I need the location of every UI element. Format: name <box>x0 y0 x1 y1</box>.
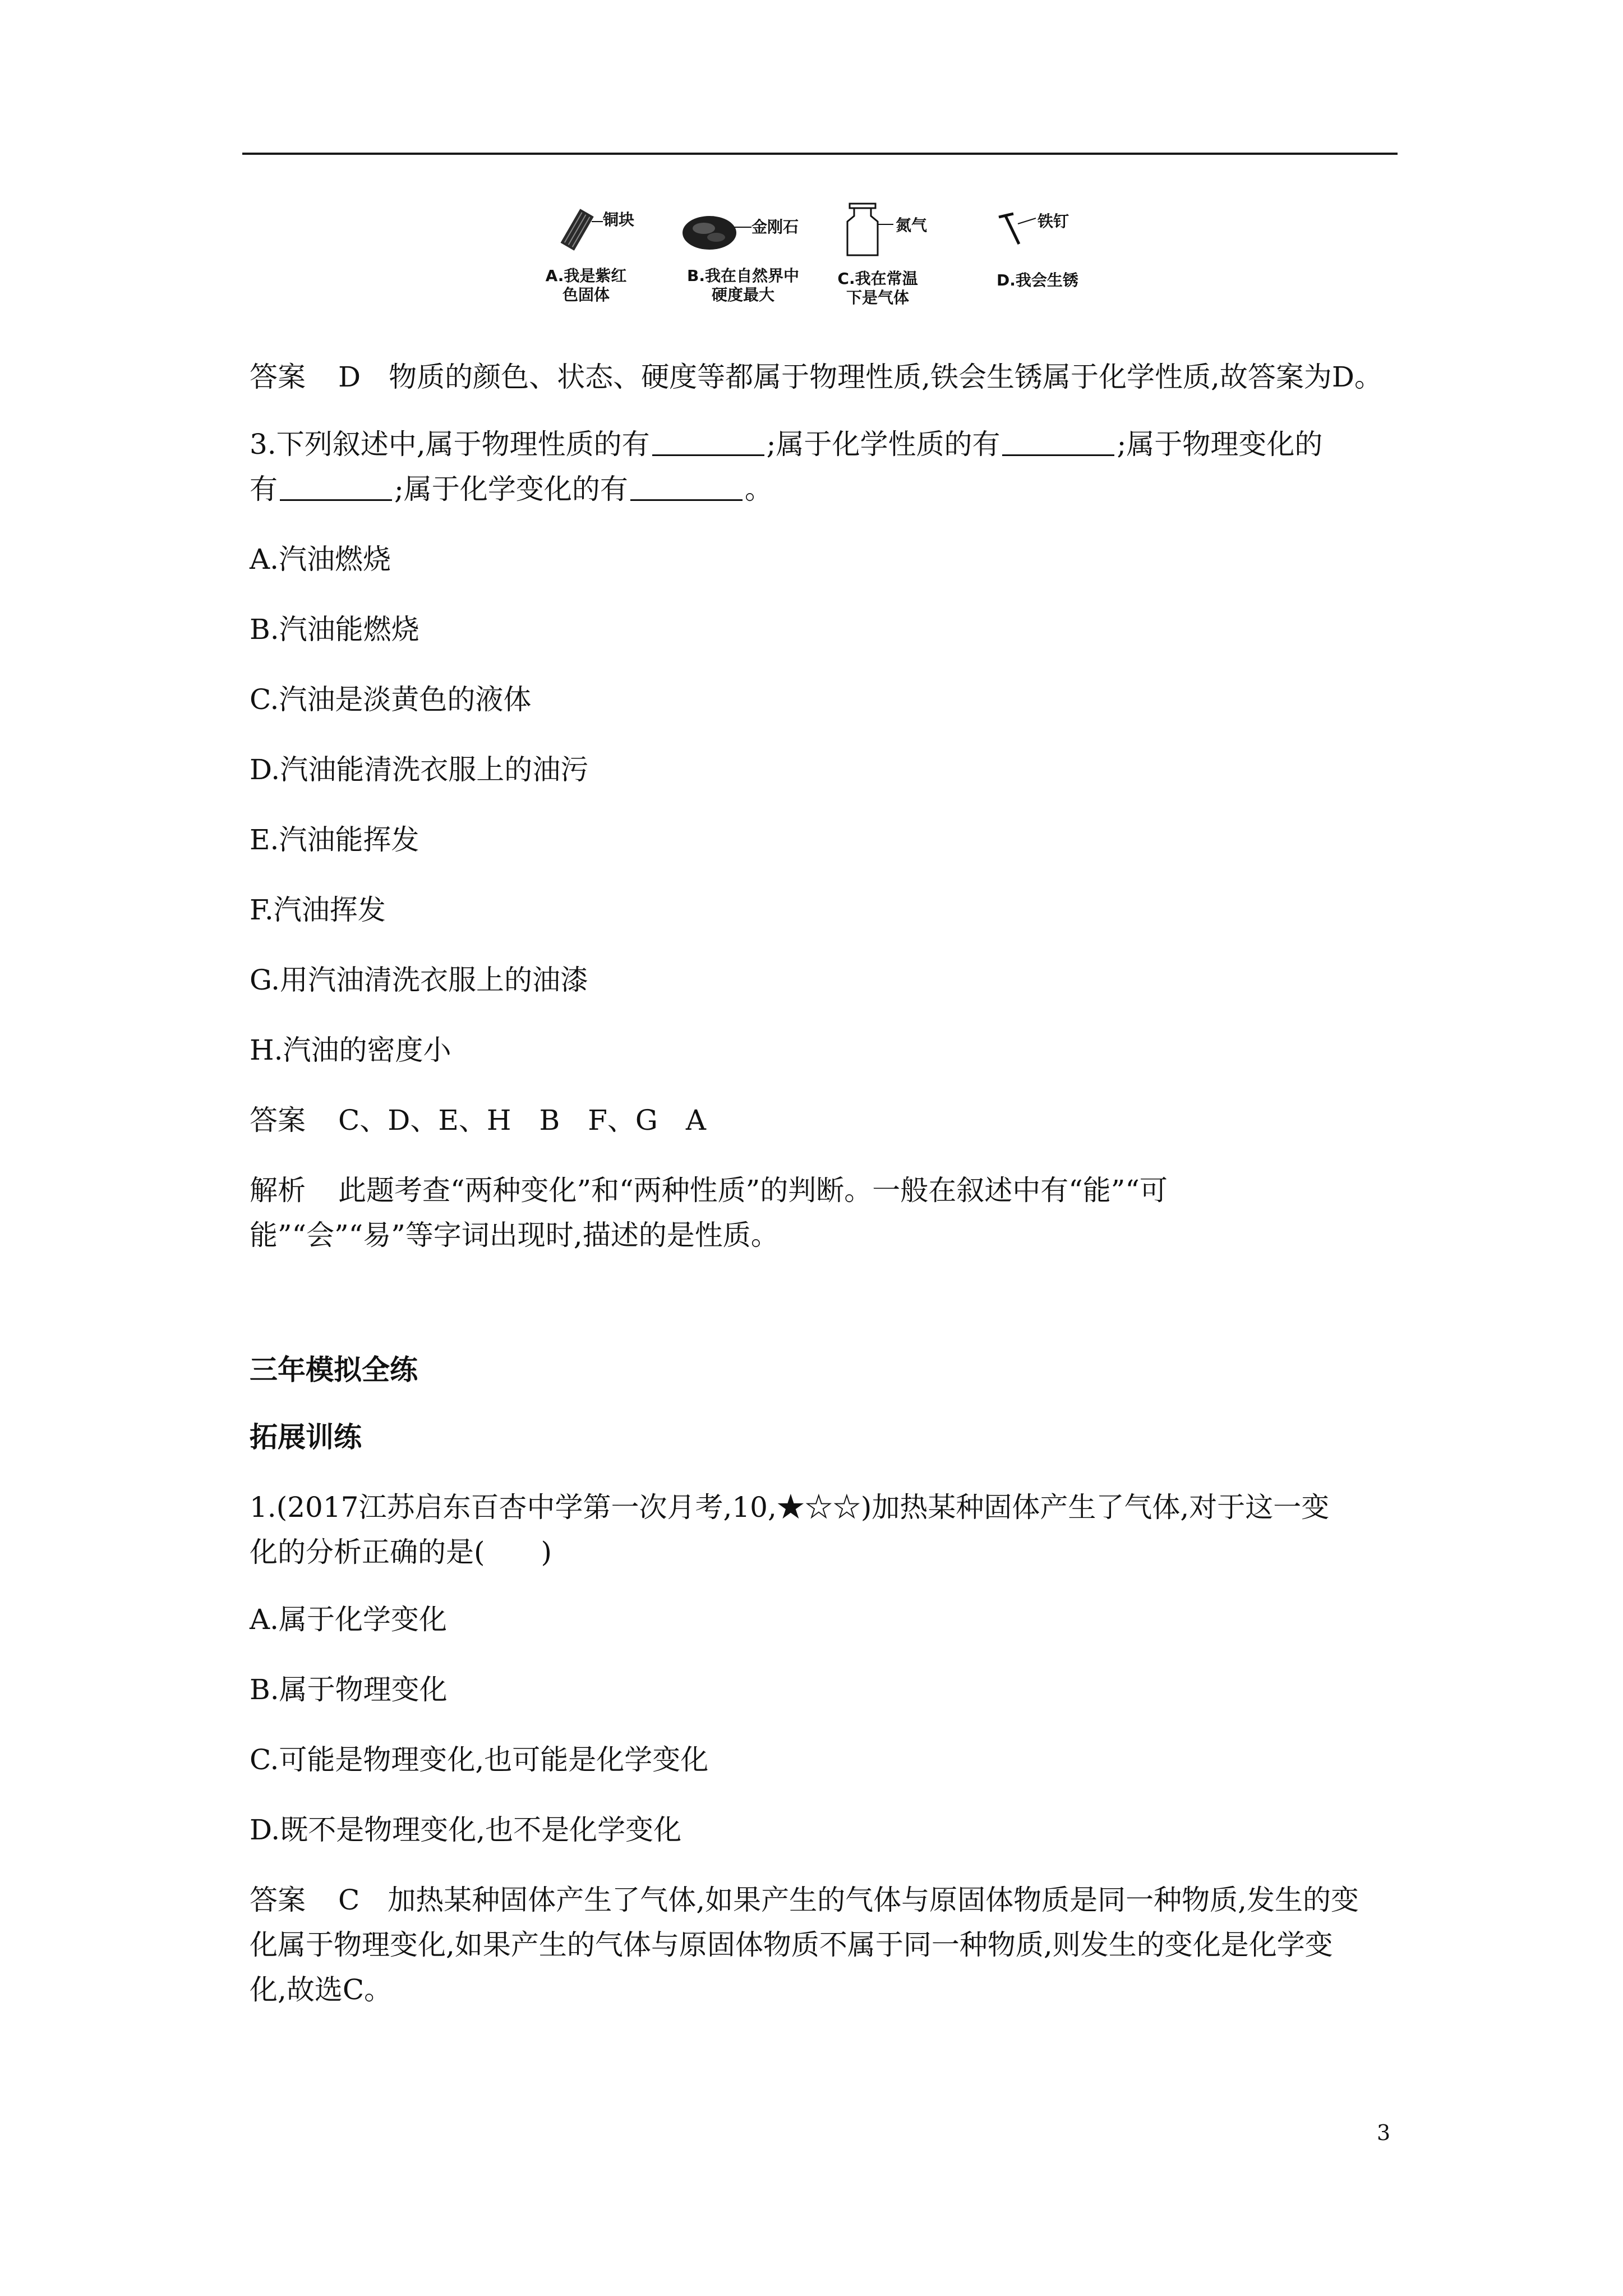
analysis-text: 此题考查“两种变化”和“两种性质”的判断。一般在叙述中有“能”“可 <box>338 1174 1168 1207</box>
caption-line: B.我在自然界中 <box>687 266 799 285</box>
answer-blank[interactable] <box>1002 432 1114 456</box>
q1-option: C.可能是物理变化,也可能是化学变化 <box>250 1743 709 1776</box>
q3-analysis-line1 <box>250 1172 1168 1208</box>
q2-answer <box>250 359 1382 395</box>
stem-text: ;属于物理变化的 <box>1117 428 1323 461</box>
stem-text: ;属于化学性质的有 <box>766 428 1000 461</box>
q3-option: F.汽油挥发 <box>250 894 386 926</box>
figure-name: 铁钉 <box>1038 212 1069 231</box>
figure-caption <box>530 266 642 305</box>
section-subtitle: 拓展训练 <box>250 1421 362 1453</box>
q3-stem-line2 <box>250 471 773 507</box>
caption-line: C.我在常温 <box>837 269 918 288</box>
section-title: 三年模拟全练 <box>250 1354 418 1386</box>
q1-answer-line3: 化,故选C。 <box>250 1973 393 2006</box>
caption-line: D.我会生锈 <box>997 271 1078 289</box>
q1-stem-line1: 1.(2017江苏启东百杏中学第一次月考,10,★☆☆)加热某种固体产生了气体,对于这一变 <box>250 1491 1330 1524</box>
stem-text: ;属于化学变化的有 <box>394 473 628 505</box>
analysis-label: 解析 <box>250 1174 306 1207</box>
figure-name: 铜块 <box>603 210 635 229</box>
q3-option: E.汽油能挥发 <box>250 823 419 856</box>
q3-option: D.汽油能清洗衣服上的油污 <box>250 753 589 786</box>
page-number: 3 <box>1377 2120 1391 2145</box>
q1-option: B.属于物理变化 <box>250 1673 448 1706</box>
figure-name: 金刚石 <box>751 218 799 236</box>
figure-caption <box>676 266 810 305</box>
q3-analysis-line2: 能”“会”“易”等字词出现时,描述的是性质。 <box>250 1219 779 1251</box>
q1-stem-line2: 化的分析正确的是( ) <box>250 1536 552 1568</box>
q3-option: C.汽油是淡黄色的液体 <box>250 683 532 716</box>
q1-answer-line2: 化属于物理变化,如果产生的气体与原固体物质不属于同一种物质,则发生的变化是化学变 <box>250 1929 1333 1961</box>
q3-option: A.汽油燃烧 <box>250 543 391 576</box>
diamond-image <box>681 210 754 255</box>
caption-line: 色固体 <box>562 286 610 304</box>
property-figure <box>530 199 1108 323</box>
q1-option: D.既不是物理变化,也不是化学变化 <box>250 1814 682 1846</box>
figure-caption <box>990 271 1085 290</box>
q1-option: A.属于化学变化 <box>250 1603 448 1636</box>
answer-label: 答案 <box>250 361 306 393</box>
figure-name: 氮气 <box>896 216 928 234</box>
answer-blank[interactable] <box>280 477 392 501</box>
stem-text: 3.下列叙述中,属于物理性质的有 <box>250 428 650 461</box>
caption-line: 硬度最大 <box>711 286 774 304</box>
answer-label: 答案 <box>250 1104 306 1137</box>
answer-blank[interactable] <box>652 432 764 456</box>
answer-label: 答案 <box>250 1884 306 1916</box>
figure-caption <box>833 269 923 307</box>
answer-text: C 加热某种固体产生了气体,如果产生的气体与原固体物质是同一种物质,发生的变 <box>338 1884 1359 1916</box>
q3-option: H.汽油的密度小 <box>250 1034 451 1066</box>
q3-option: B.汽油能燃烧 <box>250 613 419 646</box>
answer-text: D 物质的颜色、状态、硬度等都属于物理性质,铁会生锈属于化学性质,故答案为D。 <box>338 361 1382 393</box>
header-rule <box>242 153 1398 155</box>
answer-text: C、D、E、H B F、G A <box>338 1104 706 1137</box>
stem-text: 。 <box>744 473 773 505</box>
answer-blank[interactable] <box>630 477 743 501</box>
q3-stem-line1 <box>250 426 1322 462</box>
q1-answer-line1 <box>250 1882 1359 1918</box>
q3-answer <box>250 1102 706 1138</box>
copper-block-image <box>552 205 603 255</box>
caption-line: 下是气体 <box>846 288 909 307</box>
caption-line: A.我是紫红 <box>545 266 627 285</box>
stem-text: 有 <box>250 473 278 505</box>
q3-option: G.用汽油清洗衣服上的油漆 <box>250 964 589 996</box>
